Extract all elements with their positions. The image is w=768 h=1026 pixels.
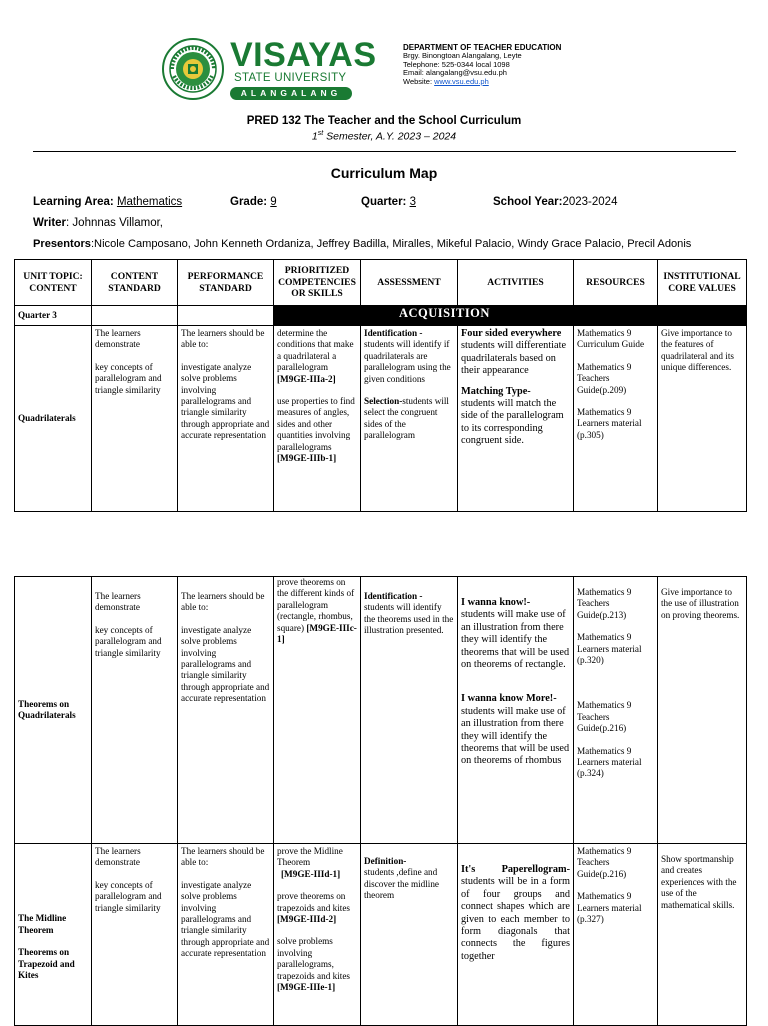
assessment-title: Selection- (364, 396, 403, 407)
competency-text: prove theorems on trapezoids and kites (277, 891, 350, 913)
course-title: PRED 132 The Teacher and the School Curriculum (246, 115, 522, 127)
header-divider (33, 151, 736, 152)
core-values-cell: Give importance to the features of quadrilateral and its unique differences. (658, 326, 747, 512)
quarter-value: 3 (409, 196, 416, 208)
competency-code: [M9GE-IIId-2] (277, 914, 337, 925)
cs-line: key concepts of parallelogram and triangle similarity (95, 879, 162, 913)
activity-text: students will make use of an illustration from there they will identify the theorems that will be used on theorems of rhombus (461, 705, 570, 767)
activity-text: students will match the side of the parallelogram to its corresponding congruent side. (461, 398, 564, 447)
core-values-cell: Show sportmanship and creates experiences with the use of the mathematical skills. (658, 844, 747, 1026)
dept-email: Email: alangalang@vsu.edu.ph (403, 68, 507, 78)
competency-text: prove theorems on the different kinds of parallelogram (rectangle, rhombus, square) (277, 577, 355, 633)
resource-item: Mathematics 9 Teachers Guide(p.209) (577, 361, 632, 395)
cs-line: The learners demonstrate (95, 328, 141, 350)
col-header-resources: RESOURCES (574, 260, 658, 306)
page-title: Curriculum Map (330, 165, 438, 181)
table-header-row (15, 260, 747, 306)
activity-title: Matching Type- (461, 385, 531, 397)
ps-line: The learners should be able to: (181, 328, 265, 350)
dept-website-line (403, 78, 561, 86)
col-header-core-values: INSTITUTIONAL CORE VALUES (658, 260, 747, 306)
logo-band: ALANGALANG (230, 87, 352, 100)
competency-code: [M9GE-IIIb-1] (277, 453, 337, 464)
curriculum-table-2 (14, 576, 747, 1026)
topic-cell: Quadrilaterals (15, 326, 92, 512)
assessment-text: students ,define and discover the midline theorem (364, 867, 440, 901)
grade (230, 196, 277, 208)
empty-cell (92, 306, 178, 326)
logo-name: VISAYAS (230, 36, 377, 74)
resources-cell (574, 844, 658, 1026)
col-header-topic: UNIT TOPIC: CONTENT (15, 260, 92, 306)
school-year-value: 2023-2024 (562, 196, 618, 208)
topic-cell (15, 844, 92, 1026)
university-wordmark (230, 36, 377, 98)
assessment-title: Definition- (364, 856, 407, 866)
cs-line: key concepts of parallelogram and triangle similarity (95, 624, 162, 658)
empty-cell (178, 306, 274, 326)
school-year-label: School Year: (493, 196, 563, 208)
competency-code: [M9GE-IIId-1] (281, 868, 341, 879)
activities-cell (458, 326, 574, 512)
semester-sup: st (317, 130, 324, 137)
activity-text: students will differentiate quadrilaterals based on their appearance (461, 340, 567, 377)
resource-item: Mathematics 9 Learners material (p.324) (577, 745, 642, 779)
school-year (493, 196, 617, 208)
competency-text: determine the conditions that make a quadrilateral a parallelogram (277, 328, 354, 373)
assessment-cell (361, 844, 458, 1026)
performance-standard-cell (178, 577, 274, 844)
learning-area-label: Learning Area: (33, 196, 117, 208)
activity-text: students will be in a form of four groups and connect shapes which are given to each member to form diagonals that connects the figures together (461, 876, 570, 962)
semester-line (0, 130, 768, 143)
resource-item: Mathematics 9 Learners material (p.327) (577, 891, 642, 925)
ps-line: investigate analyze solve problems involving parallelograms and triangle similarity through appropriate and accurate representation (181, 361, 270, 441)
activity-title: I wanna know!- (461, 597, 531, 608)
university-seal-logo (162, 38, 224, 100)
competency-text: use properties to find measures of angles, sides and other quantities involving parallelograms (277, 396, 355, 452)
ps-line: The learners should be able to: (181, 846, 265, 868)
dept-address: Brgy. Binongtoan Alangalang, Leyte (403, 51, 522, 61)
assessment-text: students will identify the theorems used in the illustration presented. (364, 602, 454, 636)
content-standard-cell (92, 326, 178, 512)
quarter-label-cell: Quarter 3 (15, 306, 92, 326)
quarter (361, 196, 416, 208)
table-row (15, 326, 747, 512)
col-header-activities: ACTIVITIES (458, 260, 574, 306)
ps-line: investigate analyze solve problems involving parallelograms and triangle similarity through appropriate and accurate representation (181, 624, 270, 704)
content-standard-cell (92, 844, 178, 1026)
dept-phone: Telephone: 525-0344 local 1098 (403, 59, 510, 69)
content-standard-cell (92, 577, 178, 844)
writer (33, 217, 163, 229)
competency-code: [M9GE-IIIe-1] (277, 982, 336, 993)
dept-website-link[interactable]: www.vsu.edu.ph (434, 76, 489, 86)
topic-line: The Midline Theorem (18, 913, 67, 935)
quarter-row (15, 306, 747, 326)
curriculum-table-1 (14, 259, 747, 512)
activity-text: students will make use of an illustration from there they will identify the theorems that will be used on theorems of rectangle. (461, 609, 570, 671)
activity-title: It's Paperellogram- (461, 864, 570, 875)
assessment-text: students will identify if quadrilaterals are parallelogram using the given conditions (364, 339, 451, 384)
topic-cell: Theorems on Quadrilaterals (15, 577, 92, 844)
assessment-text: students will select the congruent sides of the parallelogram (364, 396, 449, 441)
activities-cell (458, 844, 574, 1026)
presentors-value: :Nicole Camposano, John Kenneth Ordaniza, Jeffrey Badilla, Miralles, Mikeful Palacio, Windy Grace Palacio, Precil Adonis (90, 238, 692, 250)
resource-item: Mathematics 9 Teachers Guide(p.216) (577, 700, 632, 734)
table-row (15, 577, 747, 844)
performance-standard-cell (178, 326, 274, 512)
acquisition-label: ACQUISITION (399, 306, 490, 320)
grade-label: Grade: (230, 196, 271, 208)
writer-value: : Johnnas Villamor, (66, 217, 163, 229)
performance-standard-cell (178, 844, 274, 1026)
competencies-cell (274, 326, 361, 512)
competency-code: [M9GE-IIIc-1] (277, 622, 357, 645)
resource-item: Mathematics 9 Teachers Guide(p.216) (577, 846, 632, 879)
assessment-cell (361, 326, 458, 512)
cs-line: The learners demonstrate (95, 591, 141, 613)
resources-cell (574, 577, 658, 844)
core-values-cell: Give importance to the use of illustration on proving theorems. (658, 577, 747, 844)
activities-cell (458, 577, 574, 844)
competency-code: [M9GE-IIIa-2] (277, 373, 336, 384)
col-header-competencies: PRIORITIZED COMPETENCIES OR SKILLS (274, 260, 361, 306)
activity-title: I wanna know More!- (461, 693, 557, 705)
ps-line: The learners should be able to: (181, 591, 265, 613)
dept-website-label: Website: (403, 76, 435, 86)
topic-line: Theorems on Trapezoid and Kites (18, 947, 75, 981)
quarter-label: Quarter: (361, 196, 410, 208)
presentors-label: Presentors (33, 238, 91, 250)
col-header-content-standard: CONTENT STANDARD (92, 260, 178, 306)
learning-area-value: Mathematics (116, 196, 183, 208)
table-row (15, 844, 747, 1026)
department-contact (403, 44, 561, 86)
activity-title: Four sided everywhere (461, 328, 562, 339)
semester-rest: Semester, A.Y. 2023 – 2024 (323, 130, 457, 143)
dept-name: DEPARTMENT OF TEACHER EDUCATION (403, 43, 562, 52)
writer-label: Writer (33, 217, 67, 229)
resource-item: Mathematics 9 Learners material (p.320) (577, 632, 642, 666)
col-header-performance-standard: PERFORMANCE STANDARD (178, 260, 274, 306)
grade-value: 9 (270, 196, 277, 208)
cs-line: The learners demonstrate (95, 846, 141, 868)
learning-area (33, 196, 182, 208)
competency-text: prove the Midline Theorem (277, 846, 343, 868)
assessment-title: Identification - (364, 591, 423, 601)
resource-item: Mathematics 9 Learners material (p.305) (577, 407, 642, 440)
logo-sub: STATE UNIVERSITY (234, 72, 347, 84)
competencies-cell (274, 844, 361, 1026)
assessment-title: Identification - (364, 328, 423, 338)
competency-text: solve problems involving parallelograms, trapezoids and kites (277, 936, 350, 981)
resource-item: Mathematics 9 Curriculum Guide (577, 328, 645, 350)
cs-line: key concepts of parallelogram and triangle similarity (95, 361, 162, 395)
col-header-assessment: ASSESSMENT (361, 260, 458, 306)
competencies-cell (274, 577, 361, 844)
assessment-cell (361, 577, 458, 844)
resources-cell (574, 326, 658, 512)
ps-line: investigate analyze solve problems involving parallelograms and triangle similarity through appropriate and accurate representation (181, 879, 270, 959)
acquisition-banner (274, 306, 747, 326)
semester-prefix: 1 (311, 130, 318, 143)
resource-item: Mathematics 9 Teachers Guide(p.213) (577, 587, 632, 620)
presentors (33, 238, 691, 250)
